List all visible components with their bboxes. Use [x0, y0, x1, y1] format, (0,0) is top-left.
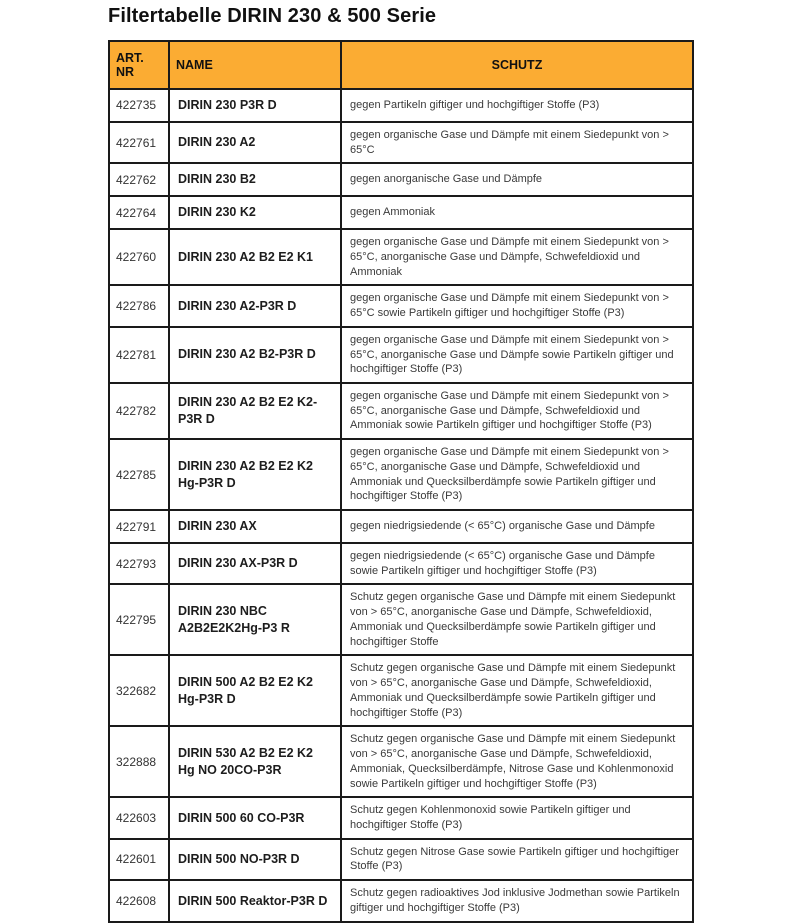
cell-art-nr: 422781	[109, 327, 169, 383]
table-row	[109, 383, 693, 439]
cell-art-nr: 422762	[109, 163, 169, 196]
table-row	[109, 196, 693, 229]
cell-name: DIRIN 500 NO-P3R D	[169, 839, 341, 880]
cell-art-nr: 422795	[109, 584, 169, 655]
table-row	[109, 122, 693, 163]
cell-name: DIRIN 500 A2 B2 E2 K2 Hg-P3R D	[169, 655, 341, 726]
cell-art-nr: 422785	[109, 439, 169, 510]
cell-art-nr: 422764	[109, 196, 169, 229]
column-header-schutz: SCHUTZ	[341, 41, 693, 89]
cell-schutz: Schutz gegen organische Gase und Dämpfe mit einem Siedepunkt von > 65°C, anorganische Gase und Dämpfe, Schwefeldioxid, Ammoniak, Quecksilberdämpfe, Nitrose Gase und Kohlenmonoxid sowie Partikeln giftiger und hochgiftiger Stoffe (P3)	[341, 726, 693, 797]
cell-art-nr: 422782	[109, 383, 169, 439]
cell-art-nr: 422603	[109, 797, 169, 838]
table-row	[109, 543, 693, 584]
cell-art-nr: 422791	[109, 510, 169, 543]
table-row	[109, 797, 693, 838]
table-row	[109, 584, 693, 655]
cell-schutz: gegen organische Gase und Dämpfe mit einem Siedepunkt von > 65°C, anorganische Gase und Dämpfe, Schwefeldioxid und Ammoniak und Quecksilberdämpfe sowie Partikeln giftiger und hochgiftiger Stoffe (P3)	[341, 439, 693, 510]
cell-name: DIRIN 230 A2 B2 E2 K2 Hg-P3R D	[169, 439, 341, 510]
cell-name: DIRIN 230 A2 B2 E2 K2-P3R D	[169, 383, 341, 439]
cell-schutz: Schutz gegen organische Gase und Dämpfe mit einem Siedepunkt von > 65°C, anorganische Gase und Dämpfe, Schwefeldioxid, Ammoniak und Quecksilberdämpfe sowie Partikeln giftiger und hochgiftiger Stoffe (P3)	[341, 655, 693, 726]
cell-art-nr: 322888	[109, 726, 169, 797]
column-header-art-nr: ART. NR	[109, 41, 169, 89]
table-row	[109, 285, 693, 326]
cell-art-nr: 422761	[109, 122, 169, 163]
table-row	[109, 880, 693, 921]
cell-art-nr: 422601	[109, 839, 169, 880]
cell-name: DIRIN 530 A2 B2 E2 K2 Hg NO 20CO-P3R	[169, 726, 341, 797]
filter-table-header	[109, 41, 693, 89]
cell-name: DIRIN 230 P3R D	[169, 89, 341, 122]
cell-name: DIRIN 230 A2-P3R D	[169, 285, 341, 326]
cell-name: DIRIN 230 K2	[169, 196, 341, 229]
column-header-name: NAME	[169, 41, 341, 89]
cell-name: DIRIN 230 A2	[169, 122, 341, 163]
cell-schutz: gegen niedrigsiedende (< 65°C) organische Gase und Dämpfe sowie Partikeln giftiger und hochgiftiger Stoffe (P3)	[341, 543, 693, 584]
table-row	[109, 163, 693, 196]
table-row	[109, 229, 693, 285]
cell-schutz: gegen organische Gase und Dämpfe mit einem Siedepunkt von > 65°C sowie Partikeln giftiger und hochgiftiger Stoffe (P3)	[341, 285, 693, 326]
table-row	[109, 655, 693, 726]
filter-table-body	[109, 89, 693, 922]
table-row	[109, 510, 693, 543]
cell-art-nr: 422760	[109, 229, 169, 285]
cell-schutz: gegen organische Gase und Dämpfe mit einem Siedepunkt von > 65°C, anorganische Gase und Dämpfe, Schwefeldioxid und Ammoniak sowie Partikeln giftiger und hochgiftiger Stoffe (P3)	[341, 383, 693, 439]
cell-schutz: gegen Partikeln giftiger und hochgiftiger Stoffe (P3)	[341, 89, 693, 122]
cell-art-nr: 422793	[109, 543, 169, 584]
cell-name: DIRIN 230 NBC A2B2E2K2Hg-P3 R	[169, 584, 341, 655]
table-row	[109, 89, 693, 122]
cell-schutz: gegen niedrigsiedende (< 65°C) organische Gase und Dämpfe	[341, 510, 693, 543]
header-row	[109, 41, 693, 89]
cell-schutz: gegen Ammoniak	[341, 196, 693, 229]
cell-schutz: gegen organische Gase und Dämpfe mit einem Siedepunkt von > 65°C	[341, 122, 693, 163]
cell-name: DIRIN 230 AX	[169, 510, 341, 543]
table-row	[109, 327, 693, 383]
table-row	[109, 839, 693, 880]
cell-schutz: gegen organische Gase und Dämpfe mit einem Siedepunkt von > 65°C, anorganische Gase und Dämpfe, Schwefeldioxid und Ammoniak	[341, 229, 693, 285]
cell-art-nr: 422735	[109, 89, 169, 122]
cell-art-nr: 322682	[109, 655, 169, 726]
cell-name: DIRIN 230 A2 B2 E2 K1	[169, 229, 341, 285]
cell-schutz: Schutz gegen organische Gase und Dämpfe mit einem Siedepunkt von > 65°C, anorganische Gase und Dämpfe, Schwefeldioxid, Ammoniak und Quecksilberdämpfe sowie Partikeln giftiger und hochgiftiger Stoffe	[341, 584, 693, 655]
cell-name: DIRIN 230 AX-P3R D	[169, 543, 341, 584]
cell-name: DIRIN 230 B2	[169, 163, 341, 196]
cell-schutz: gegen anorganische Gase und Dämpfe	[341, 163, 693, 196]
cell-name: DIRIN 500 60 CO-P3R	[169, 797, 341, 838]
table-row	[109, 726, 693, 797]
cell-schutz: Schutz gegen radioaktives Jod inklusive Jodmethan sowie Partikeln giftiger und hochgiftiger Stoffe (P3)	[341, 880, 693, 921]
cell-art-nr: 422786	[109, 285, 169, 326]
cell-name: DIRIN 230 A2 B2-P3R D	[169, 327, 341, 383]
table-row	[109, 439, 693, 510]
cell-schutz: Schutz gegen Nitrose Gase sowie Partikeln giftiger und hochgiftiger Stoffe (P3)	[341, 839, 693, 880]
page-title: Filtertabelle DIRIN 230 & 500 Serie	[108, 5, 437, 27]
cell-schutz: gegen organische Gase und Dämpfe mit einem Siedepunkt von > 65°C, anorganische Gase und Dämpfe sowie Partikeln giftiger und hochgiftiger Stoffe (P3)	[341, 327, 693, 383]
filter-table	[108, 40, 694, 923]
cell-name: DIRIN 500 Reaktor-P3R D	[169, 880, 341, 921]
cell-schutz: Schutz gegen Kohlenmonoxid sowie Partikeln giftiger und hochgiftiger Stoffe (P3)	[341, 797, 693, 838]
cell-art-nr: 422608	[109, 880, 169, 921]
